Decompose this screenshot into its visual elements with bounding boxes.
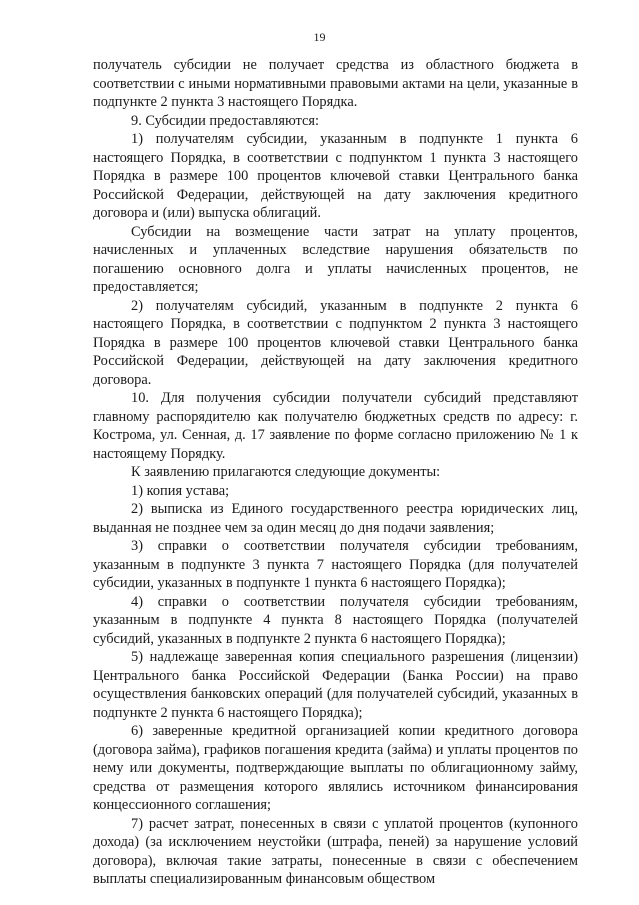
- page-number: 19: [313, 30, 326, 44]
- paragraph-3: 1) получателям субсидии, указанным в подпункте 1 пункта 6 настоящего Порядка, в соответствии с подпунктом 1 пункта 3 настоящего Порядка в размере 100 процентов ключевой ставки Центрального банка Российской Федерации, действующей на дату заключения кредитного договора и (или) выпуска облигаций.: [93, 131, 578, 221]
- paragraph-1: получатель субсидии не получает средства из областного бюджета в соответствии с иными нормативными правовыми актами на цели, указанные в подпункте 2 пункта 3 настоящего Порядка.: [93, 57, 578, 110]
- paragraph-6: 10. Для получения субсидии получатели субсидий представляют главному распорядителю как получателю бюджетных средств по адресу: г. Кострома, ул. Сенная, д. 17 заявление по форме согласно приложению № 1 к настоящему Порядку.: [93, 390, 578, 462]
- paragraph-13: 6) заверенные кредитной организацией копии кредитного договора (договора займа), графиков погашения кредита (займа) и уплаты процентов по нему или документы, подтверждающие выплаты по облигационному займу, средства от размещения которого являлись источником финансирования концессионного соглашения;: [93, 723, 578, 813]
- paragraph-7: К заявлению прилагаются следующие документы:: [131, 464, 441, 480]
- paragraph-11: 4) справки о соответствии получателя субсидии требованиям, указанным в подпункте 4 пункта 8 настоящего Порядка (получателей субсидий, указанных в подпункте 2 пункта 6 настоящего Порядка);: [93, 593, 578, 647]
- paragraph-9: 2) выписка из Единого государственного реестра юридических лиц, выданная не позднее чем за один месяц до дня подачи заявления;: [93, 501, 578, 536]
- paragraph-4: Субсидии на возмещение части затрат на уплату процентов, начисленных и уплаченных вследствие нарушения обязательств по погашению основного долга и уплаты начисленных процентов, не предоставляется;: [93, 223, 578, 295]
- paragraph-8: 1) копия устава;: [131, 482, 230, 499]
- paragraph-5: 2) получателям субсидий, указанным в подпункте 2 пункта 6 настоящего Порядка, в соответствии с подпунктом 2 пункта 3 настоящего Порядка в размере 100 процентов ключевой ставки Центрального банка Российской Федерации, действующей на дату заключения кредитного договора.: [93, 297, 578, 388]
- document-body: [93, 56, 578, 889]
- paragraph-14: 7) расчет затрат, понесенных в связи с уплатой процентов (купонного дохода) (за исключением неустойки (штрафа, пеней) за нарушение условий договора), включая такие затраты, понесенные в связи с обеспечением выплаты специализированным финансовым обществом: [93, 815, 578, 887]
- paragraph-2: 9. Субсидии предоставляются:: [131, 112, 320, 129]
- paragraph-12: 5) надлежаще заверенная копия специального разрешения (лицензии) Центрального банка Российской Федерации (Банка России) на право осуществления банковских операций (для получателей субсидий, указанных в подпункте 2 пункта 6 настоящего Порядка);: [93, 649, 578, 721]
- paragraph-10: 3) справки о соответствии получателя субсидии требованиям, указанным в подпункте 3 пункта 7 настоящего Порядка (для получателей субсидии, указанных в подпункте 1 пункта 6 настоящего Порядка);: [93, 538, 578, 591]
